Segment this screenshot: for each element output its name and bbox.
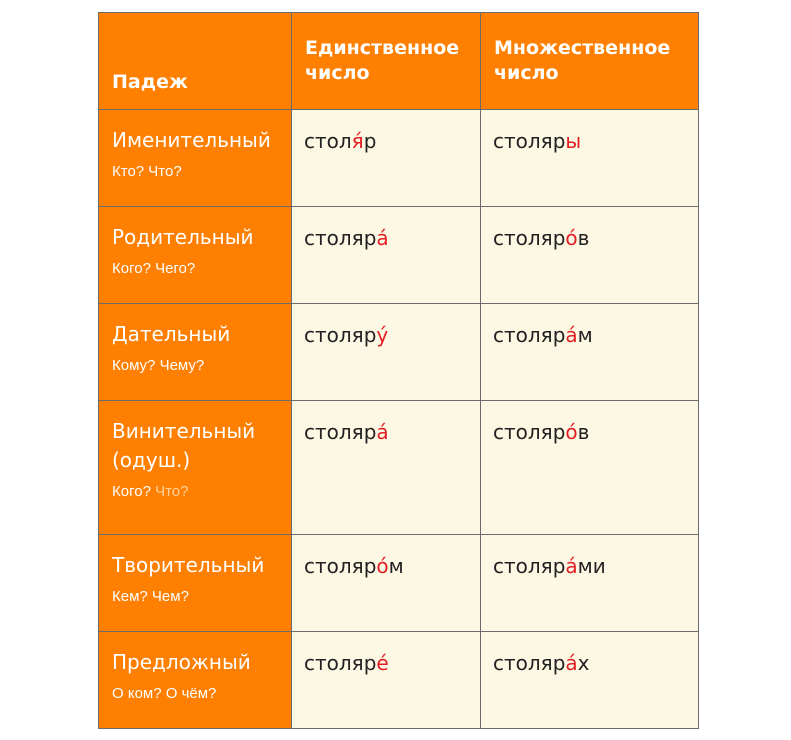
stressed-ending: я́ (351, 129, 364, 153)
singular-cell (292, 304, 481, 401)
table-row (99, 632, 699, 729)
word-stem: стол (304, 129, 352, 153)
word-rest: м (388, 554, 404, 578)
stressed-ending: а́ (565, 323, 578, 347)
header-row (99, 13, 699, 110)
case-questions (99, 252, 291, 279)
table-row (99, 110, 699, 207)
case-cell (99, 207, 292, 304)
plural-cell (481, 535, 699, 632)
case-name: Винительный (одуш.) (112, 419, 256, 472)
stressed-ending: а́ (565, 651, 578, 675)
word-stem: столяр (304, 323, 377, 347)
word-stem: столяр (304, 651, 377, 675)
word-rest: м (577, 323, 593, 347)
question: Чем? (151, 588, 189, 605)
word-rest: х (577, 651, 590, 675)
word-form (292, 304, 480, 349)
stressed-ending: о́ (565, 226, 578, 250)
case-name: Дательный (112, 322, 231, 346)
word-stem: столяр (304, 226, 377, 250)
plural-cell (481, 110, 699, 207)
case-questions (99, 580, 291, 607)
header-singular-label: Единственное число (305, 37, 460, 84)
case-questions (99, 475, 291, 502)
case-name: Родительный (112, 225, 254, 249)
question: О ком? (112, 685, 162, 702)
singular-cell (292, 207, 481, 304)
word-form (292, 632, 480, 677)
word-form (481, 110, 698, 155)
question: Кому? (112, 357, 156, 374)
header-plural-label: Множественное число (494, 37, 671, 84)
stressed-ending: а́ (565, 554, 578, 578)
case-cell (99, 632, 292, 729)
word-stem: столяр (493, 420, 566, 444)
word-form (292, 401, 480, 446)
word-form (481, 535, 698, 580)
question: Кто? (112, 163, 145, 180)
word-stem: столяр (304, 420, 377, 444)
question: Кого? (112, 483, 151, 500)
case-name: Предложный (112, 650, 251, 674)
header-case-label: Падеж (112, 71, 188, 93)
case-cell (99, 535, 292, 632)
word-form (481, 304, 698, 349)
word-stem: столяр (493, 323, 566, 347)
question: Кем? (112, 588, 148, 605)
plural-cell (481, 632, 699, 729)
singular-cell (292, 632, 481, 729)
word-form (292, 207, 480, 252)
word-form (481, 207, 698, 252)
plural-cell (481, 207, 699, 304)
question: Что? (148, 163, 182, 180)
word-rest: в (577, 226, 590, 250)
word-rest: р (363, 129, 377, 153)
table-row (99, 207, 699, 304)
word-stem: столяр (493, 226, 566, 250)
case-questions (99, 349, 291, 376)
case-cell (99, 401, 292, 535)
question: Кого? (112, 260, 151, 277)
header-plural (481, 13, 699, 110)
case-questions (99, 677, 291, 704)
case-cell (99, 304, 292, 401)
word-rest: в (577, 420, 590, 444)
question: О чём? (165, 685, 217, 702)
singular-cell (292, 535, 481, 632)
declension-table (98, 12, 699, 729)
stressed-ending: о́ (565, 420, 578, 444)
table-row (99, 304, 699, 401)
word-stem: столяр (493, 554, 566, 578)
stressed-ending: е́ (376, 651, 389, 675)
header-singular (292, 13, 481, 110)
question: Чего? (155, 260, 196, 277)
stressed-ending: о́ (376, 554, 389, 578)
word-stem: столяр (304, 554, 377, 578)
word-stem: столяр (493, 651, 566, 675)
case-name: Творительный (112, 553, 265, 577)
case-cell (99, 110, 292, 207)
word-stem: столяр (493, 129, 566, 153)
stressed-ending: у́ (376, 323, 389, 347)
stressed-ending: а́ (376, 420, 389, 444)
question: Что? (155, 483, 189, 500)
singular-cell (292, 110, 481, 207)
singular-cell (292, 401, 481, 535)
header-case (99, 13, 292, 110)
question: Чему? (159, 357, 205, 374)
table-row (99, 401, 699, 535)
stressed-ending: ы (565, 129, 582, 153)
table-row (99, 535, 699, 632)
plural-cell (481, 401, 699, 535)
case-name: Именительный (112, 128, 271, 152)
word-rest: ми (577, 554, 606, 578)
word-form (481, 401, 698, 446)
stressed-ending: а́ (376, 226, 389, 250)
word-form (292, 535, 480, 580)
plural-cell (481, 304, 699, 401)
word-form (292, 110, 480, 155)
word-form (481, 632, 698, 677)
case-questions (99, 155, 291, 182)
